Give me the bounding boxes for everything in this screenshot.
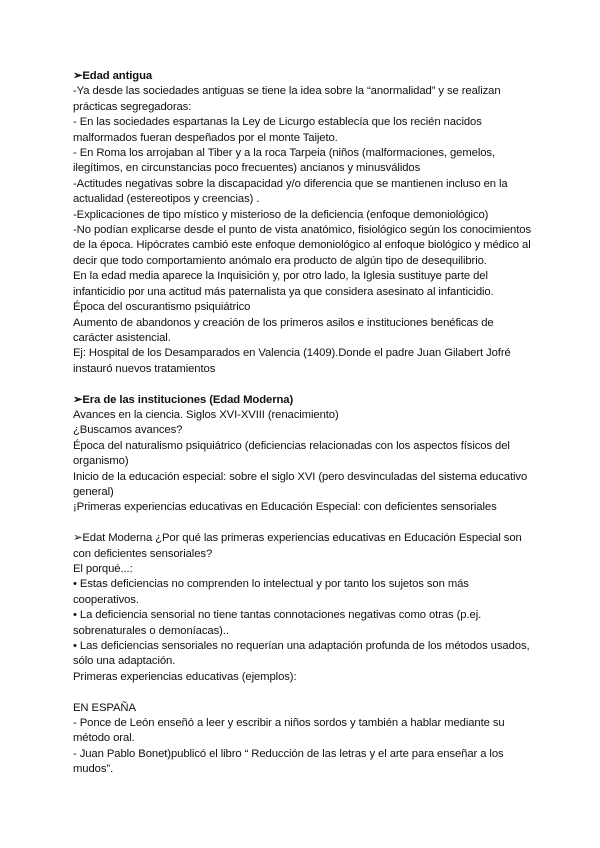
paragraph: -Actitudes negativas sobre la discapacidad y/o diferencia que se mantienen incluso en la actualidad (estereotipos y creencias) . — [73, 177, 508, 206]
paragraph: Ej: Hospital de los Desamparados en Valencia (1409).Donde el padre Juan Gilabert Jofré instauró nuevos tratamientos — [73, 347, 511, 375]
paragraph: - En las sociedades espartanas la Ley de Licurgo establecía que los recién nacidos malformados fueran despeñados por el monte Taijeto. — [73, 116, 482, 144]
paragraph: Aumento de abandonos y creación de los primeros asilos e instituciones benéficas de carácter asistencial. — [73, 316, 494, 344]
paragraph: Época del oscurantismo psiquiátrico — [73, 301, 251, 314]
paragraph: - Ponce de León enseñó a leer y escribir a niños sordos y también a hablar mediante su método oral. — [73, 717, 505, 745]
paragraph: -Ya desde las sociedades antiguas se tiene la idea sobre la “anormalidad” y se realizan prácticas segregadoras: — [73, 85, 501, 113]
paragraph: El porqué...: — [73, 562, 133, 575]
spacer — [73, 516, 533, 531]
section-heading-edad-antigua: ➢Edad antigua — [73, 70, 153, 82]
paragraph: Avances en la ciencia. Siglos XVI-XVIII (renacimiento) — [73, 408, 339, 421]
section-heading-en-espana: EN ESPAÑA — [73, 701, 136, 714]
spacer — [73, 377, 533, 392]
paragraph: Inicio de la educación especial: sobre el siglo XVI (pero desvinculadas del sistema educativo general) — [73, 470, 528, 498]
paragraph: Época del naturalismo psiquiátrico (deficiencias relacionadas con los aspectos físicos del organismo) — [73, 439, 510, 468]
paragraph: -Explicaciones de tipo místico y misterioso de la deficiencia (enfoque demoniológico) — [73, 208, 489, 221]
paragraph: ¿Buscamos avances? — [73, 424, 183, 437]
paragraph: ¡Primeras experiencias educativas en Educación Especial: con deficientes sensoriales — [73, 501, 497, 514]
paragraph: - En Roma los arrojaban al Tiber y a la roca Tarpeia (niños (malformaciones, gemelos, ilegítimos, en circunstancias poco frecuentes) ancianos y minusválidos — [73, 147, 496, 175]
document-page — [73, 69, 533, 778]
paragraph: -No podían explicarse desde el punto de vista anatómico, fisiológico según los conocimientos de la época. Hipócrates cambió este enfoque demoniológico al enfoque biológico y médico al decir que todo comportamiento anómalo era producto de algún tipo de desequilibrio. — [73, 224, 532, 267]
bullet-item: • Las deficiencias sensoriales no requerían una adaptación profunda de los métodos usados, sólo una adaptación. — [73, 640, 530, 668]
section-heading-era-instituciones: ➢Era de las instituciones (Edad Moderna) — [73, 393, 294, 406]
paragraph: En la edad media aparece la Inquisición y, por otro lado, la Iglesia sustituye parte del infanticidio por una actitud más paternalista ya que considera asesinato al infanticidio. — [73, 270, 494, 298]
section-heading-edat-moderna: ➢Edat Moderna ¿Por qué las primeras experiencias educativas en Educación Especial son con deficientes sensoriales? — [73, 532, 522, 560]
bullet-item: • Estas deficiencias no comprenden lo intelectual y por tanto los sujetos son más cooperativos. — [73, 578, 469, 606]
spacer — [73, 685, 533, 700]
bullet-item: • La deficiencia sensorial no tiene tantas connotaciones negativas como otras (p.ej. sobrenaturales o demoníacas).. — [73, 609, 482, 637]
paragraph: - Juan Pablo Bonet)publicó el libro “ Reducción de las letras y el arte para enseñar a los mudos”. — [73, 747, 504, 776]
paragraph: Primeras experiencias educativas (ejemplos): — [73, 670, 297, 683]
